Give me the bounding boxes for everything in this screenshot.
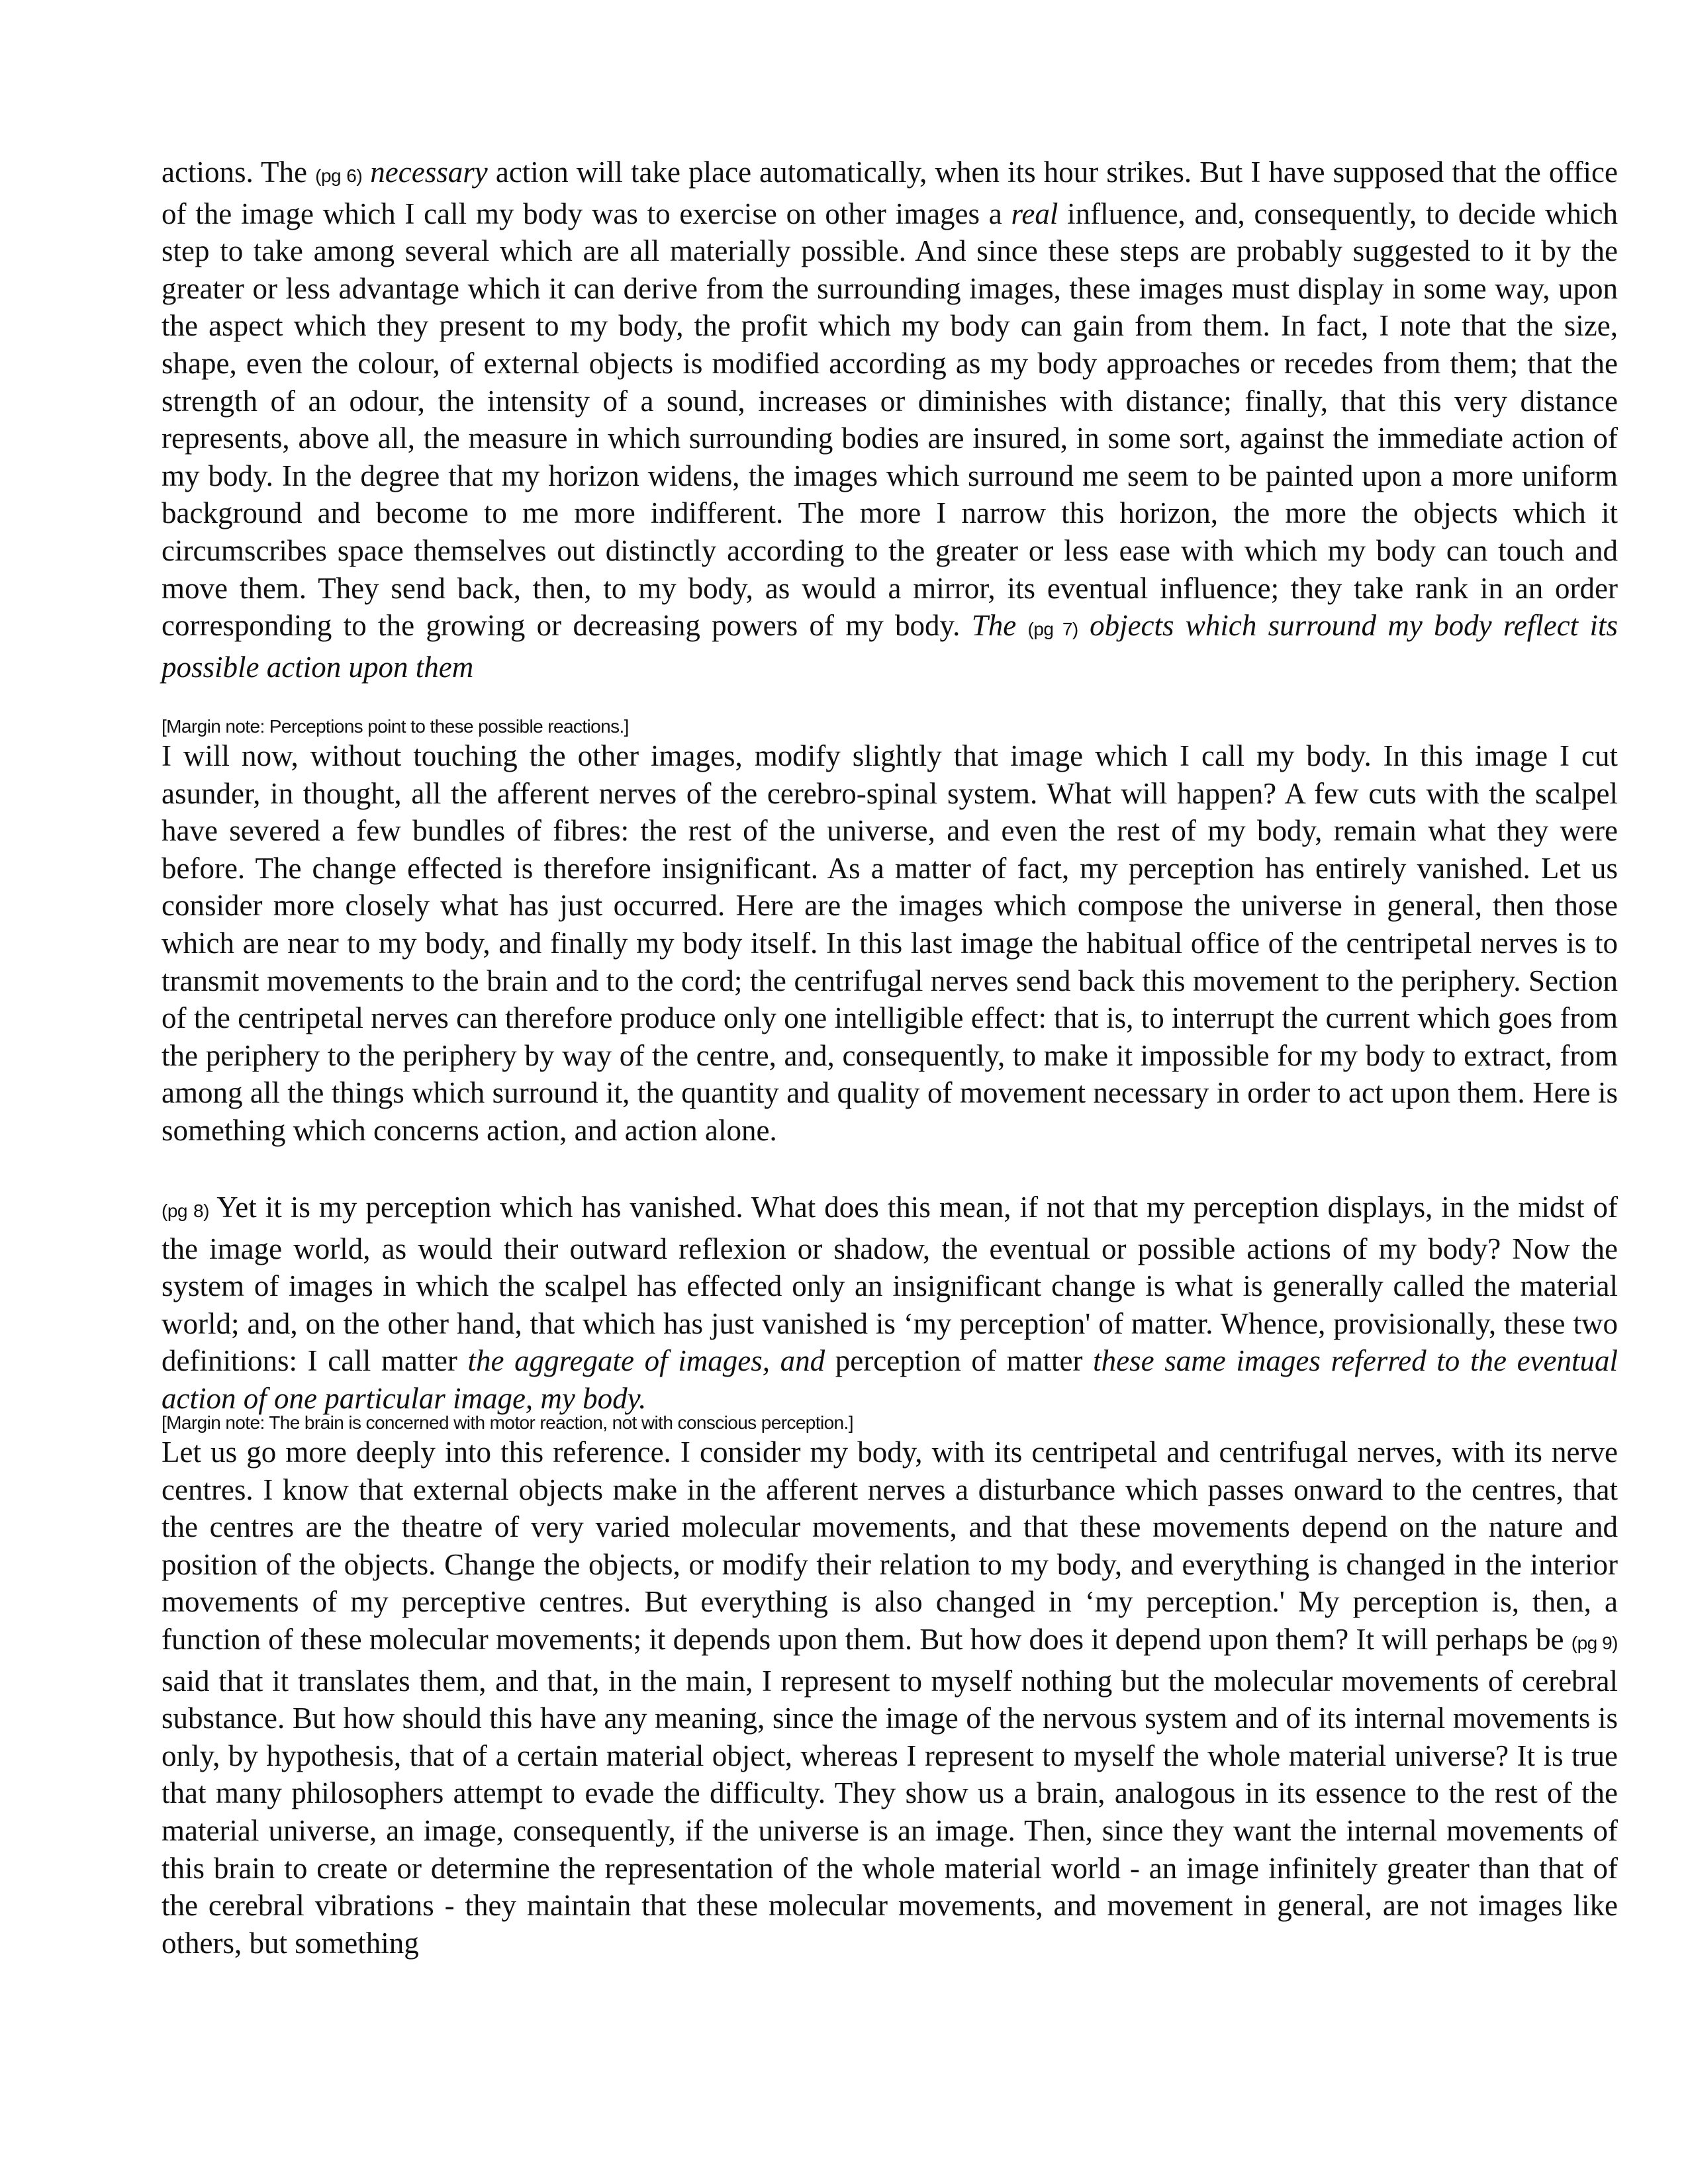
page-marker-7: (pg 7) (1027, 619, 1078, 640)
paragraph-3-text-b: perception of matter (825, 1344, 1094, 1378)
paragraph-3-italic-definition: these same images referred to the eventual action of one particular image, my body. (162, 1344, 1618, 1415)
paragraph-2 (162, 737, 1618, 1150)
paragraph-4-text-a: Let us go more deeply into this reference. I consider my body, with its centripetal and centrifugal nerves, with its nerve centres. I know that external objects make in the afferent nerves a disturbance which passes onward to the centres, that the centres are the theatre of very varied molecular movements, and that these movements depend on the nature and position of the objects. Change the objects, or modify their relation to my body, and everything is changed in the interior movements of my perceptive centres. But everything is also changed in ‘my perception.' My perception is, then, a function of these molecular movements; it depends upon them. But how does it depend upon them? It will perhaps be (162, 1435, 1618, 1656)
paragraph-3-text-a: Yet it is my perception which has vanished. What does this mean, if not that my perception displays, in the midst of the image world, as would their outward reflexion or shadow, the eventual or possible actions of my body? Now the system of images in which the scalpel has effected only an insignificant change is what is generally called the material world; and, on the other hand, that which has just vanished is ‘my perception' of matter. Whence, provisionally, these two definitions: I call matter (162, 1191, 1618, 1378)
page-marker-8: (pg 8) (162, 1201, 209, 1221)
paragraph-4 (162, 1433, 1618, 1962)
paragraph-3 (162, 1189, 1618, 1418)
page-marker-6: (pg 6) (315, 165, 363, 186)
paragraph-1-text-c: influence, and, consequently, to decide which step to take among several which are all materially possible. And since these steps are probably suggested to it by the greater or less advantage which it can derive from the surrounding images, these images must display in some way, upon the aspect which they present to my body, the profit which my body can gain from them. In fact, I note that the size, shape, even the colour, of external objects is modified according as my body approaches or recedes from them; that the strength of an odour, the intensity of a sound, increases or diminishes with distance; finally, that this very distance represents, above all, the measure in which surrounding bodies are insured, in some sort, against the immediate action of my body. In the degree that my horizon widens, the images which surround me seem to be painted upon a more uniform background and become to me more indifferent. The more I narrow this horizon, the more the objects which it circumscribes space themselves out distinctly according to the greater or less ease with which my body can touch and move them. They send back, then, to my body, as would a mirror, its eventual influence; they take rank in an order corresponding to the growing or decreasing powers of my body. (162, 197, 1618, 643)
paragraph-1-italic-real: real (1011, 197, 1058, 230)
page-marker-9: (pg 9) (1571, 1632, 1618, 1653)
paragraph-1-text-b: action will take place automatically, when its hour strikes. But I have supposed that the office of the image which I call my body was to exercise on other images a (162, 156, 1618, 230)
paragraph-1-text-a: actions. The (162, 156, 316, 189)
paragraph-4-text-b: said that it translates them, and that, in the main, I represent to myself nothing but the molecular movements of cerebral substance. But how should this have any meaning, since the image of the nervous system and of its internal movements is only, by hypothesis, that of a certain material object, whereas I represent to myself the whole material universe? It is true that many philosophers attempt to evade the difficulty. They show us a brain, analogous in its essence to the rest of the material universe, an image, consequently, if the universe is an image. Then, since they want the internal movements of this brain to create or determine the representation of the whole material world - an image infinitely greater than that of the cerebral vibrations - they maintain that these molecular movements, and movement in general, are not images like others, but something (162, 1664, 1618, 1960)
paragraph-2-text: I will now, without touching the other images, modify slightly that image which I call my body. In this image I cut asunder, in thought, all the afferent nerves of the cerebro-spinal system. What will happen? A few cuts with the scalpel have severed a few bundles of fibres: the rest of the universe, and even the rest of my body, remain what they were before. The change effected is therefore insignificant. As a matter of fact, my perception has entirely vanished. Let us consider more closely what has just occurred. Here are the images which compose the universe in general, then those which are near to my body, and finally my body itself. In this last image the habitual office of the centripetal nerves is to transmit movements to the brain and to the cord; the centrifugal nerves send back this movement to the periphery. Section of the centripetal nerves can therefore produce only one intelligible effect: that is, to interrupt the current which goes from the periphery to the periphery by way of the centre, and, consequently, to make it impossible for my body to extract, from among all the things which surround it, the quantity and quality of movement necessary in order to act upon them. Here is something which concerns action, and action alone. (162, 739, 1618, 1147)
paragraph-1-italic-the: The (971, 609, 1028, 643)
paragraph-1-italic-ending: objects which surround my body reflect its possible action upon them (162, 609, 1618, 684)
paragraph-3-italic-aggregate: the aggregate of images, and (467, 1344, 825, 1378)
paragraph-1-italic-necessary: necessary (370, 156, 488, 189)
margin-note-2: [Margin note: The brain is concerned with motor reaction, not with conscious perception.] (162, 1412, 853, 1433)
paragraph-1 (162, 154, 1618, 686)
margin-note-1: [Margin note: Perceptions point to these possible reactions.] (162, 716, 629, 737)
